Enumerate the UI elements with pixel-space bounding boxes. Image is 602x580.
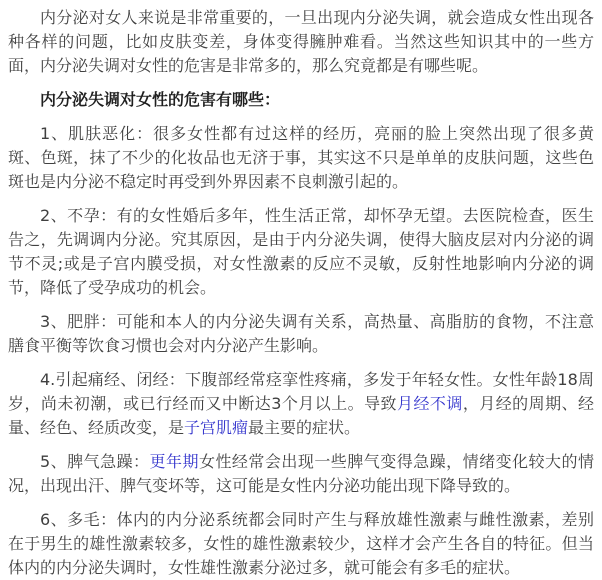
harm-item-irritability-text-1: 5、脾气急躁： bbox=[40, 452, 150, 471]
harm-item-dysmenorrhea-text-2: ，月经的周期、经量、经色、经质改变，是 bbox=[8, 394, 594, 437]
menopause-link[interactable]: 更年期 bbox=[149, 452, 199, 471]
section-heading: 内分泌失调对女性的危害有哪些： bbox=[40, 90, 281, 109]
harm-item-hirsutism bbox=[8, 508, 594, 580]
harm-item-infertility-text: 2、不孕：有的女性婚后多年，性生活正常，却怀孕无望。去医院检查，医生告之，先调调内分泌。究其原因，是由于内分泌失调，使得大脑皮层对内分泌的调节不灵;或是子宫内膜受损，对女性激素的反应不灵敏，反射性地影响内分泌的调节，降低了受孕成功的机会。 bbox=[8, 206, 594, 297]
intro-text: 内分泌对女人来说是非常重要的，一旦出现内分泌失调，就会造成女性出现各种各样的问题，比如皮肤变差，身体变得臃肿难看。当然这些知识其中的一些方面，内分泌失调对女性的危害是非常多的，那么究竟都是有哪些呢。 bbox=[8, 8, 594, 75]
menstrual-disorder-link[interactable]: 月经不调 bbox=[397, 394, 463, 413]
harm-item-dysmenorrhea-text-1: 4.引起痛经、闭经：下腹部经常痉挛性疼痛，多发于年轻女性。女性年龄18周岁，尚未初潮，或已行经而又中断达3个月以上。导致 bbox=[8, 370, 594, 413]
harm-item-irritability bbox=[8, 450, 594, 498]
intro-paragraph bbox=[8, 6, 594, 78]
harm-item-obesity bbox=[8, 310, 594, 358]
harm-item-irritability-text-2: 女性经常会出现一些脾气变得急躁，情绪变化较大的情况，出现出汗、脾气变坏等，这可能是女性内分泌功能出现下降导致的。 bbox=[8, 452, 594, 495]
harm-item-dysmenorrhea-text-3: 最主要的症状。 bbox=[248, 418, 361, 437]
harm-item-skin bbox=[8, 122, 594, 194]
uterine-fibroid-link[interactable]: 子宫肌瘤 bbox=[184, 418, 249, 437]
harm-item-hirsutism-text: 6、多毛：体内的内分泌系统都会同时产生与释放雄性激素与雌性激素，差别在于男生的雄性激素较多，女性的雄性激素较少，这样才会产生各自的特征。但当体内的内分泌失调时，女性雄性激素分泌过多，就可能会有多毛的症状。 bbox=[8, 510, 594, 577]
harm-item-dysmenorrhea bbox=[8, 368, 594, 440]
harm-item-infertility bbox=[8, 204, 594, 300]
harm-item-skin-text: 1、肌肤恶化：很多女性都有过这样的经历，亮丽的脸上突然出现了很多黄斑、色斑，抹了不少的化妆品也无济于事，其实这不只是单单的皮肤问题，这些色斑也是内分泌不稳定时再受到外界因素不良刺激引起的。 bbox=[8, 124, 594, 191]
harm-item-obesity-text: 3、肥胖：可能和本人的内分泌失调有关系，高热量、高脂肪的食物，不注意膳食平衡等饮食习惯也会对内分泌产生影响。 bbox=[8, 312, 594, 355]
